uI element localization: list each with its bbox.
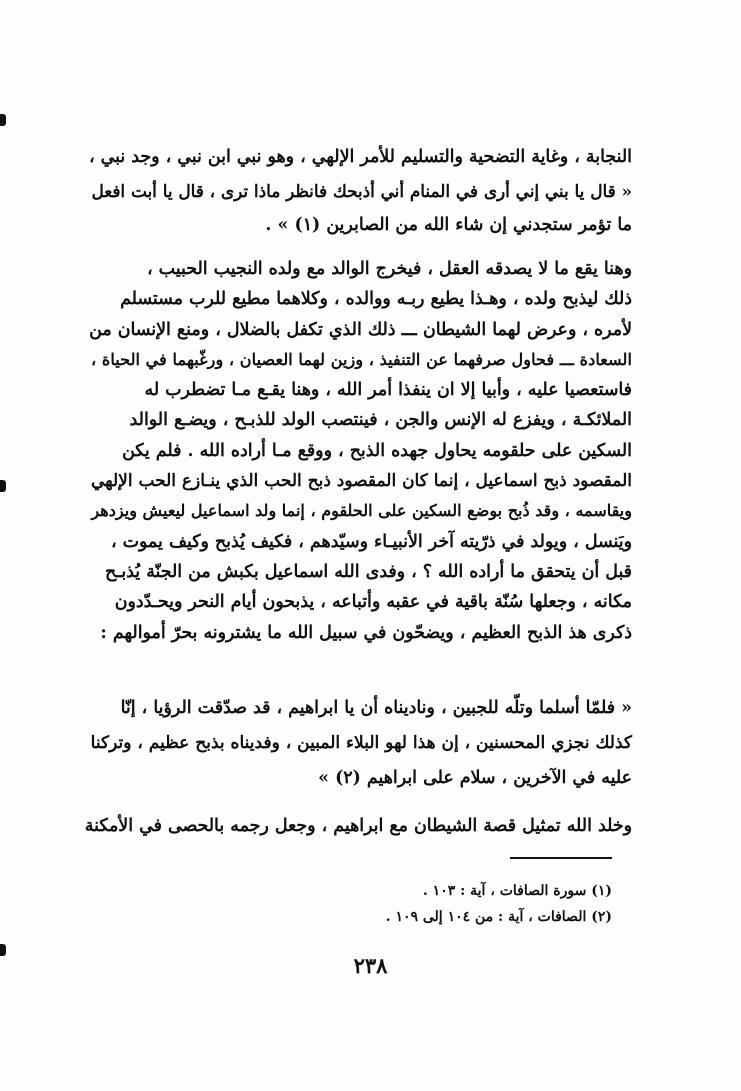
footnote-divider [510, 857, 612, 859]
page-number: ٢٣٨ [353, 953, 388, 978]
scan-edge-mark [0, 114, 6, 126]
footnotes [260, 878, 612, 930]
scan-edge-mark [0, 480, 6, 492]
text-line: ويَنسل ، ويولد في ذرّيته آخر الأنبيـاء وسيّدهم ، فكيف يُذبح وكيف يموت ، [110, 531, 632, 552]
text-line: وهنا يقع ما لا يصدقه العقل ، فيخرج الوالد مع ولده النجيب الحبيب ، [147, 259, 632, 279]
text-line: السعادة ـــ فحاول صرفهما عن التنفيذ ، وزين لهما العصيان ، ورغّبهما في الحياة ، [91, 349, 632, 369]
paragraph [80, 140, 632, 242]
text-line: المقصود ذبح اسماعيل ، إنما كان المقصود ذبح الحب الذي ينـازع الحب الإلهي [90, 471, 632, 492]
text-line: كذلك نجزي المحسنين ، إن هذا لهو البلاء المبين ، وفديناه بذبح عظيم ، وتركنا [90, 733, 632, 753]
text-line: قبل أن يتحقق ما أراده الله ؟ ، وفدى الله اسماعيل بكبش من الجنّة يُذبـح [105, 561, 632, 582]
text-line: فاستعصيا عليه ، وأبيا إلا ان ينفذا أمر الله ، وهنا يقـع مـا تضطرب له [144, 380, 632, 401]
paragraph [80, 808, 632, 844]
text-line: عليه في الآخرين ، سلام على ابراهيم (٢) » [318, 768, 632, 788]
text-line: ذكرى هذ الذبح العظيم ، ويضحّون في سبيل الله ما يشترونه بحرّ أموالهم : [100, 622, 632, 643]
quran-quote-paragraph [80, 691, 632, 796]
text-line: السكين على حلقومه يحاول جهده الذبح ، ووقع مـا أراده الله . فلم يكن [122, 440, 632, 461]
text-line: لأمره ، وعرض لهما الشيطان ـــ ذلك الذي تكفل بالضلال ، ومنع الإنسان من [89, 319, 632, 340]
footnote: (١) سورة الصافات ، آية : ١٠٣ . [422, 883, 612, 899]
text-line: مكانه ، وجعلها سُنّة باقية في عقبه وأتباعه ، يذبحون أيام النحر ويحـدّدون [114, 592, 632, 613]
paragraph [80, 254, 632, 648]
text-line: « فلمّا أسلما وتلّه للجبين ، وناديناه أن يا ابراهيم ، قد صدّقت الرؤيا ، إنّا [120, 698, 632, 718]
text-line: ما تؤمر ستجدني إن شاء الله من الصابرين (١) » . [265, 215, 632, 235]
text-line: النجابة ، وغاية التضحية والتسليم للأمر الإلهي ، وهو نبي ابن نبي ، وجد نبي ، [88, 147, 632, 167]
text-line: الملائكـة ، ويفزع له الإنس والجن ، فينتصب الولد للذبـح ، ويضـع الوالد [129, 410, 632, 431]
text-line: ويقاسمه ، وقد ذُبح بوضع السكين على الحلقوم ، إنما ولد اسماعيل ليعيش ويزدهر [91, 501, 632, 521]
text-line: وخلد الله تمثيل قصة الشيطان مع ابراهيم ، وجعل رجمه بالحصى في الأمكنة [84, 816, 632, 836]
footnote: (٢) الصافات ، آية : من ١٠٤ إلى ١٠٩ . [385, 909, 612, 925]
scan-edge-mark [0, 944, 6, 956]
text-line: « قال يا بني إني أرى في المنام أني أذبحك فانظر ماذا ترى ، قال يا أبت افعل [91, 181, 632, 201]
text-line: ذلك ليذبح ولده ، وهـذا يطيع ربـه ووالده ، وكلاهما مطيع للرب مستسلم [120, 289, 632, 310]
